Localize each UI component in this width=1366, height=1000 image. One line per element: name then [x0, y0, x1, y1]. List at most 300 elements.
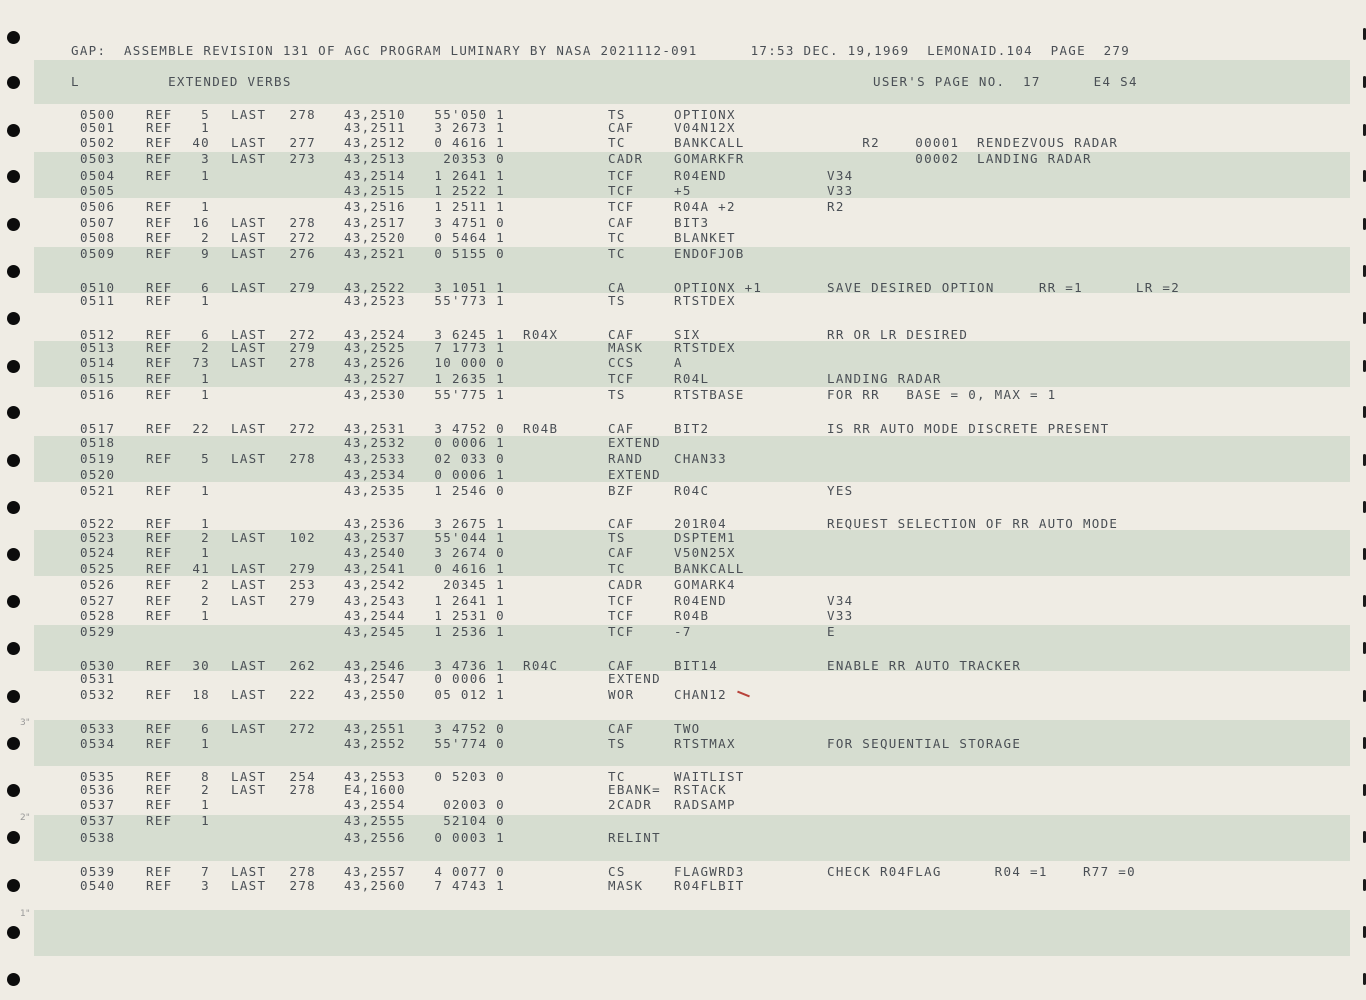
cell-lp: 279	[289, 280, 316, 295]
cell-addr: 43,2514	[344, 168, 406, 183]
cell-seq: 0513	[80, 340, 116, 355]
cell-last: LAST	[231, 280, 267, 295]
cell-operand: R04END	[674, 168, 727, 183]
cell-last: LAST	[231, 230, 267, 245]
cell-ref: REF	[146, 516, 173, 531]
cell-ref: REF	[146, 483, 173, 498]
cell-word: 0 0003 1	[434, 830, 505, 845]
cell-word: 55'775 1	[434, 387, 505, 402]
cell-cnt: 1	[201, 736, 210, 751]
cell-addr: 43,2530	[344, 387, 406, 402]
cell-cnt: 8	[201, 769, 210, 784]
cell-op: CCS	[608, 355, 635, 370]
cell-last: LAST	[231, 658, 267, 673]
cell-lp: 272	[289, 421, 316, 436]
cell-lp: 278	[289, 782, 316, 797]
cell-last: LAST	[231, 864, 267, 879]
cell-word: 1 2641 1	[434, 168, 505, 183]
cell-ref: REF	[146, 769, 173, 784]
cell-lp: 279	[289, 561, 316, 576]
cell-cnt: 1	[201, 797, 210, 812]
cell-seq: 0512	[80, 327, 116, 342]
cell-word: 3 2674 0	[434, 545, 505, 560]
cell-word: 1 2546 0	[434, 483, 505, 498]
cell-word: 3 1051 1	[434, 280, 505, 295]
cell-ref: REF	[146, 327, 173, 342]
cell-op: TC	[608, 230, 626, 245]
cell-cnt: 9	[201, 246, 210, 261]
cell-operand: +5	[674, 183, 692, 198]
cell-ref: REF	[146, 199, 173, 214]
margin-mark: 1"	[20, 909, 30, 919]
cell-operand: FLAGWRD3	[674, 864, 745, 879]
cell-seq: 0525	[80, 561, 116, 576]
cell-cnt: 6	[201, 721, 210, 736]
cell-operand: R04L	[674, 371, 710, 386]
cell-op: TC	[608, 246, 626, 261]
cell-word: 3 4751 0	[434, 215, 505, 230]
cell-cnt: 2	[201, 230, 210, 245]
feed-hole	[7, 973, 20, 986]
cell-ref: REF	[146, 293, 173, 308]
user-page-number: USER'S PAGE NO. 17 E4 S4	[873, 74, 1138, 89]
cell-operand: RADSAMP	[674, 797, 736, 812]
cell-operand: V04N12X	[674, 120, 736, 135]
cell-lp: 277	[289, 135, 316, 150]
cell-operand: RTSTMAX	[674, 736, 736, 751]
cell-operand: OPTIONX	[674, 107, 736, 122]
cell-cnt: 1	[201, 293, 210, 308]
cell-ref: REF	[146, 135, 173, 150]
cell-addr: 43,2511	[344, 120, 406, 135]
cell-seq: 0514	[80, 355, 116, 370]
cell-cnt: 1	[201, 120, 210, 135]
cell-comment: R2	[827, 199, 845, 214]
cell-cnt: 1	[201, 387, 210, 402]
cell-operand: BANKCALL	[674, 135, 745, 150]
cell-comment: V34	[827, 593, 854, 608]
cell-seq: 0539	[80, 864, 116, 879]
cell-op: CAF	[608, 421, 635, 436]
cell-op: CS	[608, 864, 626, 879]
cell-lp: 273	[289, 151, 316, 166]
cell-seq: 0523	[80, 530, 116, 545]
cell-cnt: 1	[201, 813, 210, 828]
cell-op: TS	[608, 293, 626, 308]
cell-label: R04X	[523, 327, 559, 342]
cell-cnt: 73	[192, 355, 210, 370]
cell-lp: 276	[289, 246, 316, 261]
cell-ref: REF	[146, 451, 173, 466]
cell-op: CADR	[608, 151, 644, 166]
cell-addr: 43,2543	[344, 593, 406, 608]
feed-hole	[7, 737, 20, 750]
feed-hole	[7, 831, 20, 844]
cell-op: TCF	[608, 183, 635, 198]
cell-lp: 279	[289, 340, 316, 355]
cell-addr: 43,2523	[344, 293, 406, 308]
cell-word: 3 4736 1	[434, 658, 505, 673]
section-title: L EXTENDED VERBS	[71, 74, 292, 89]
cell-operand: RTSTDEX	[674, 293, 736, 308]
cell-ref: REF	[146, 561, 173, 576]
cell-operand: GOMARK4	[674, 577, 736, 592]
cell-addr: 43,2527	[344, 371, 406, 386]
cell-operand: DSPTEM1	[674, 530, 736, 545]
cell-addr: 43,2536	[344, 516, 406, 531]
cell-addr: 43,2545	[344, 624, 406, 639]
cell-operand: BANKCALL	[674, 561, 745, 576]
cell-operand: OPTIONX +1	[674, 280, 763, 295]
cell-addr: 43,2555	[344, 813, 406, 828]
cell-word: 55'773 1	[434, 293, 505, 308]
cell-ref: REF	[146, 215, 173, 230]
cell-op: TCF	[608, 624, 635, 639]
cell-addr: 43,2541	[344, 561, 406, 576]
cell-ref: REF	[146, 736, 173, 751]
feed-hole	[7, 360, 20, 373]
cell-addr: 43,2525	[344, 340, 406, 355]
cell-seq: 0507	[80, 215, 116, 230]
cell-comment: E	[827, 624, 836, 639]
cell-op: RAND	[608, 451, 644, 466]
cell-addr: 43,2547	[344, 671, 406, 686]
cell-operand: V50N25X	[674, 545, 736, 560]
cell-lp: 254	[289, 769, 316, 784]
cell-seq: 0508	[80, 230, 116, 245]
cell-ref: REF	[146, 387, 173, 402]
cell-cnt: 2	[201, 782, 210, 797]
cell-ref: REF	[146, 107, 173, 122]
cell-cnt: 5	[201, 107, 210, 122]
cell-comment: RR OR LR DESIRED	[827, 327, 969, 342]
cell-addr: 43,2520	[344, 230, 406, 245]
cell-lp: 272	[289, 327, 316, 342]
feed-hole	[7, 124, 20, 137]
cell-word: 1 2641 1	[434, 593, 505, 608]
cell-cnt: 7	[201, 864, 210, 879]
cell-comment: IS RR AUTO MODE DISCRETE PRESENT	[827, 421, 1110, 436]
green-bar	[34, 910, 1350, 956]
cell-lp: 222	[289, 687, 316, 702]
cell-seq: 0530	[80, 658, 116, 673]
cell-operand: RTSTDEX	[674, 340, 736, 355]
cell-seq: 0510	[80, 280, 116, 295]
cell-word: 0 0006 1	[434, 435, 505, 450]
cell-word: 1 2536 1	[434, 624, 505, 639]
cell-ref: REF	[146, 246, 173, 261]
cell-cnt: 3	[201, 878, 210, 893]
cell-last: LAST	[231, 451, 267, 466]
cell-addr: 43,2553	[344, 769, 406, 784]
cell-lp: 102	[289, 530, 316, 545]
cell-last: LAST	[231, 687, 267, 702]
cell-comment: ENABLE RR AUTO TRACKER	[827, 658, 1022, 673]
cell-comment: R2 00001 RENDEZVOUS RADAR	[827, 135, 1119, 150]
listing-header: GAP: ASSEMBLE REVISION 131 OF AGC PROGRAM LUMINARY BY NASA 2021112-091 17:53 DEC. 19,1969 LEMONAID.104 PAGE 279	[71, 43, 1131, 58]
cell-operand: BLANKET	[674, 230, 736, 245]
cell-last: LAST	[231, 782, 267, 797]
cell-operand: 201R04	[674, 516, 727, 531]
cell-seq: 0537	[80, 797, 116, 812]
cell-last: LAST	[231, 769, 267, 784]
cell-op: TS	[608, 387, 626, 402]
cell-cnt: 1	[201, 168, 210, 183]
cell-op: CAF	[608, 516, 635, 531]
cell-last: LAST	[231, 530, 267, 545]
cell-seq: 0501	[80, 120, 116, 135]
cell-op: TC	[608, 561, 626, 576]
cell-addr: 43,2535	[344, 483, 406, 498]
cell-op: BZF	[608, 483, 635, 498]
cell-op: MASK	[608, 340, 644, 355]
cell-seq: 0534	[80, 736, 116, 751]
cell-addr: 43,2534	[344, 467, 406, 482]
cell-word: 3 4752 0	[434, 421, 505, 436]
cell-seq: 0527	[80, 593, 116, 608]
cell-ref: REF	[146, 878, 173, 893]
cell-cnt: 2	[201, 593, 210, 608]
cell-addr: 43,2557	[344, 864, 406, 879]
cell-last: LAST	[231, 577, 267, 592]
cell-addr: 43,2510	[344, 107, 406, 122]
cell-addr: E4,1600	[344, 782, 406, 797]
cell-cnt: 1	[201, 371, 210, 386]
cell-seq: 0504	[80, 168, 116, 183]
cell-seq: 0526	[80, 577, 116, 592]
cell-op: TC	[608, 135, 626, 150]
cell-ref: REF	[146, 864, 173, 879]
feed-hole	[7, 170, 20, 183]
cell-seq: 0536	[80, 782, 116, 797]
cell-addr: 43,2513	[344, 151, 406, 166]
cell-cnt: 41	[192, 561, 210, 576]
cell-last: LAST	[231, 421, 267, 436]
cell-op: RELINT	[608, 830, 661, 845]
cell-cnt: 1	[201, 199, 210, 214]
cell-cnt: 6	[201, 280, 210, 295]
cell-lp: 278	[289, 107, 316, 122]
cell-operand: BIT3	[674, 215, 710, 230]
cell-addr: 43,2560	[344, 878, 406, 893]
cell-ref: REF	[146, 593, 173, 608]
cell-addr: 43,2524	[344, 327, 406, 342]
cell-cnt: 1	[201, 483, 210, 498]
cell-op: TCF	[608, 608, 635, 623]
cell-comment: LANDING RADAR	[827, 371, 942, 386]
cell-comment: V33	[827, 183, 854, 198]
cell-seq: 0511	[80, 293, 116, 308]
cell-op: TS	[608, 107, 626, 122]
cell-seq: 0532	[80, 687, 116, 702]
cell-label: R04B	[523, 421, 559, 436]
cell-cnt: 1	[201, 545, 210, 560]
margin-mark: 2"	[20, 813, 30, 823]
feed-hole	[7, 501, 20, 514]
cell-addr: 43,2517	[344, 215, 406, 230]
cell-ref: REF	[146, 230, 173, 245]
margin-mark: 3"	[20, 718, 30, 728]
cell-op: EXTEND	[608, 435, 661, 450]
cell-seq: 0517	[80, 421, 116, 436]
cell-word: 10 000 0	[434, 355, 505, 370]
cell-word: 0 5464 1	[434, 230, 505, 245]
cell-seq: 0529	[80, 624, 116, 639]
cell-op: CAF	[608, 215, 635, 230]
cell-ref: REF	[146, 813, 173, 828]
cell-op: CADR	[608, 577, 644, 592]
cell-cnt: 1	[201, 608, 210, 623]
cell-last: LAST	[231, 878, 267, 893]
cell-ref: REF	[146, 530, 173, 545]
cell-seq: 0520	[80, 467, 116, 482]
cell-word: 1 2522 1	[434, 183, 505, 198]
cell-op: TS	[608, 530, 626, 545]
cell-word: 0 0006 1	[434, 671, 505, 686]
cell-cnt: 16	[192, 215, 210, 230]
cell-addr: 43,2551	[344, 721, 406, 736]
cell-cnt: 5	[201, 451, 210, 466]
cell-last: LAST	[231, 355, 267, 370]
cell-word: 52104 0	[443, 813, 505, 828]
cell-seq: 0531	[80, 671, 116, 686]
cell-operand: R04END	[674, 593, 727, 608]
cell-seq: 0522	[80, 516, 116, 531]
feed-hole	[7, 548, 20, 561]
cell-op: TC	[608, 769, 626, 784]
cell-ref: REF	[146, 421, 173, 436]
cell-ref: REF	[146, 721, 173, 736]
cell-addr: 43,2552	[344, 736, 406, 751]
cell-cnt: 3	[201, 151, 210, 166]
feed-hole	[7, 265, 20, 278]
cell-op: TCF	[608, 371, 635, 386]
feed-hole	[7, 690, 20, 703]
cell-addr: 43,2512	[344, 135, 406, 150]
cell-word: 02003 0	[443, 797, 505, 812]
cell-op: TCF	[608, 168, 635, 183]
cell-comment: 00002 LANDING RADAR	[827, 151, 1092, 166]
feed-hole	[7, 595, 20, 608]
cell-comment: CHECK R04FLAG R04 =1 R77 =0	[827, 864, 1136, 879]
cell-addr: 43,2556	[344, 830, 406, 845]
cell-lp: 278	[289, 864, 316, 879]
cell-lp: 272	[289, 721, 316, 736]
green-bar	[34, 815, 1350, 861]
cell-ref: REF	[146, 120, 173, 135]
cell-operand: SIX	[674, 327, 701, 342]
cell-ref: REF	[146, 782, 173, 797]
cell-word: 20345 1	[443, 577, 505, 592]
cell-seq: 0505	[80, 183, 116, 198]
cell-lp: 272	[289, 230, 316, 245]
cell-operand: R04B	[674, 608, 710, 623]
cell-addr: 43,2550	[344, 687, 406, 702]
cell-operand: ENDOFJOB	[674, 246, 745, 261]
cell-seq: 0502	[80, 135, 116, 150]
cell-addr: 43,2532	[344, 435, 406, 450]
cell-last: LAST	[231, 340, 267, 355]
cell-lp: 278	[289, 451, 316, 466]
cell-last: LAST	[231, 151, 267, 166]
cell-word: 0 4616 1	[434, 135, 505, 150]
cell-ref: REF	[146, 545, 173, 560]
cell-word: 02 033 0	[434, 451, 505, 466]
cell-cnt: 40	[192, 135, 210, 150]
cell-operand: BIT2	[674, 421, 710, 436]
cell-ref: REF	[146, 340, 173, 355]
cell-seq: 0503	[80, 151, 116, 166]
cell-addr: 43,2554	[344, 797, 406, 812]
cell-word: 3 2673 1	[434, 120, 505, 135]
cell-addr: 43,2544	[344, 608, 406, 623]
cell-word: 0 5155 0	[434, 246, 505, 261]
cell-op: EBANK=	[608, 782, 661, 797]
cell-addr: 43,2533	[344, 451, 406, 466]
cell-ref: REF	[146, 658, 173, 673]
cell-last: LAST	[231, 327, 267, 342]
feed-hole	[7, 784, 20, 797]
cell-op: 2CADR	[608, 797, 653, 812]
cell-seq: 0509	[80, 246, 116, 261]
cell-operand: CHAN33	[674, 451, 727, 466]
pen-tick-mark	[737, 691, 750, 698]
cell-word: 20353 0	[443, 151, 505, 166]
feed-hole	[7, 218, 20, 231]
feed-hole	[7, 879, 20, 892]
cell-comment: V34	[827, 168, 854, 183]
feed-hole	[7, 76, 20, 89]
cell-seq: 0515	[80, 371, 116, 386]
cell-comment: YES	[827, 483, 854, 498]
cell-op: EXTEND	[608, 467, 661, 482]
cell-lp: 278	[289, 878, 316, 893]
cell-op: CAF	[608, 545, 635, 560]
cell-addr: 43,2537	[344, 530, 406, 545]
cell-comment: FOR SEQUENTIAL STORAGE	[827, 736, 1022, 751]
cell-seq: 0538	[80, 830, 116, 845]
cell-operand: A	[674, 355, 683, 370]
cell-last: LAST	[231, 561, 267, 576]
cell-last: LAST	[231, 593, 267, 608]
cell-op: EXTEND	[608, 671, 661, 686]
cell-seq: 0518	[80, 435, 116, 450]
feed-hole	[7, 312, 20, 325]
cell-addr: 43,2531	[344, 421, 406, 436]
cell-lp: 262	[289, 658, 316, 673]
cell-last: LAST	[231, 246, 267, 261]
cell-lp: 278	[289, 355, 316, 370]
feed-hole	[7, 642, 20, 655]
cell-comment: V33	[827, 608, 854, 623]
cell-last: LAST	[231, 215, 267, 230]
cell-seq: 0533	[80, 721, 116, 736]
cell-comment: REQUEST SELECTION OF RR AUTO MODE	[827, 516, 1119, 531]
cell-addr: 43,2546	[344, 658, 406, 673]
cell-cnt: 18	[192, 687, 210, 702]
cell-word: 3 2675 1	[434, 516, 505, 531]
cell-ref: REF	[146, 797, 173, 812]
cell-addr: 43,2522	[344, 280, 406, 295]
cell-last: LAST	[231, 135, 267, 150]
cell-seq: 0528	[80, 608, 116, 623]
cell-op: TCF	[608, 199, 635, 214]
cell-word: 7 4743 1	[434, 878, 505, 893]
cell-op: WOR	[608, 687, 635, 702]
cell-last: LAST	[231, 721, 267, 736]
cell-word: 1 2635 1	[434, 371, 505, 386]
cell-ref: REF	[146, 168, 173, 183]
